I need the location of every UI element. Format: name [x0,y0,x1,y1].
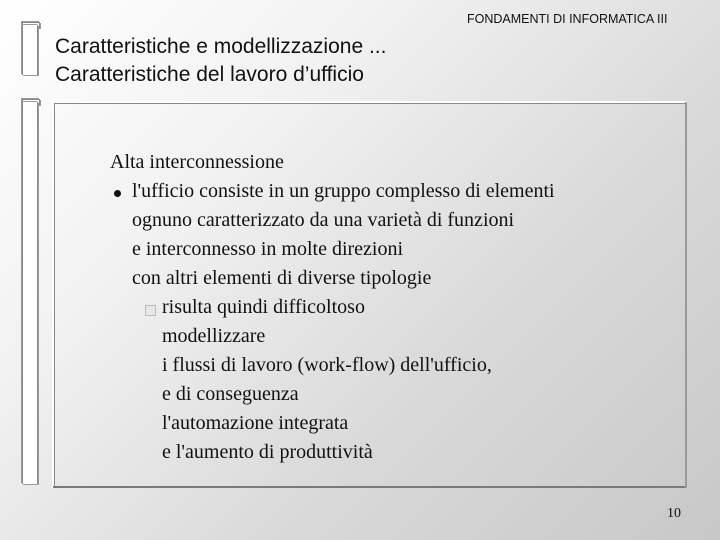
subbullet-text: e di conseguenza [162,383,299,405]
decorative-bar-left [22,102,38,484]
subbullet-line [110,322,555,351]
bullet-text: con altri elementi di diverse tipologie [132,267,432,289]
bullet-text: l'ufficio consiste in un gruppo complesso di elementi [132,180,555,202]
subbullet-text: risulta quindi difficoltoso [162,296,365,318]
subbullet-line [110,438,555,467]
content-body [110,148,555,467]
subbullet-text: e l'aumento di produttività [162,441,373,463]
subbullet-line [110,380,555,409]
slide-title-line-1: Caratteristiche e modellizzazione ... [55,35,387,58]
content-box-shadow-bottom [53,486,686,488]
subbullet-text: l'automazione integrata [162,412,349,434]
bullet-line [110,264,555,293]
subbullet-line [110,409,555,438]
bullet-line [110,235,555,264]
subbullet-text: i flussi di lavoro (work-flow) dell'ufficio, [162,354,492,376]
subbullet-line [110,293,555,322]
square-bullet-icon [145,305,156,316]
bullet-text: e interconnesso in molte direzioni [132,238,404,260]
content-heading: Alta interconnessione [110,151,284,173]
round-bullet-icon [114,190,121,197]
slide-title [55,33,386,89]
decorative-bar-top [22,25,38,75]
bullet-line [110,177,555,206]
page-number: 10 [667,506,681,521]
content-box-shadow-right [685,102,687,488]
bullet-line [110,206,555,235]
subbullet-text: modellizzare [162,325,266,347]
bullet-text: ognuno caratterizzato da una varietà di funzioni [132,209,515,231]
course-header: FONDAMENTI DI INFORMATICA III [467,12,668,26]
slide-title-line-2: Caratteristiche del lavoro d’ufficio [55,63,364,86]
subbullet-line [110,351,555,380]
